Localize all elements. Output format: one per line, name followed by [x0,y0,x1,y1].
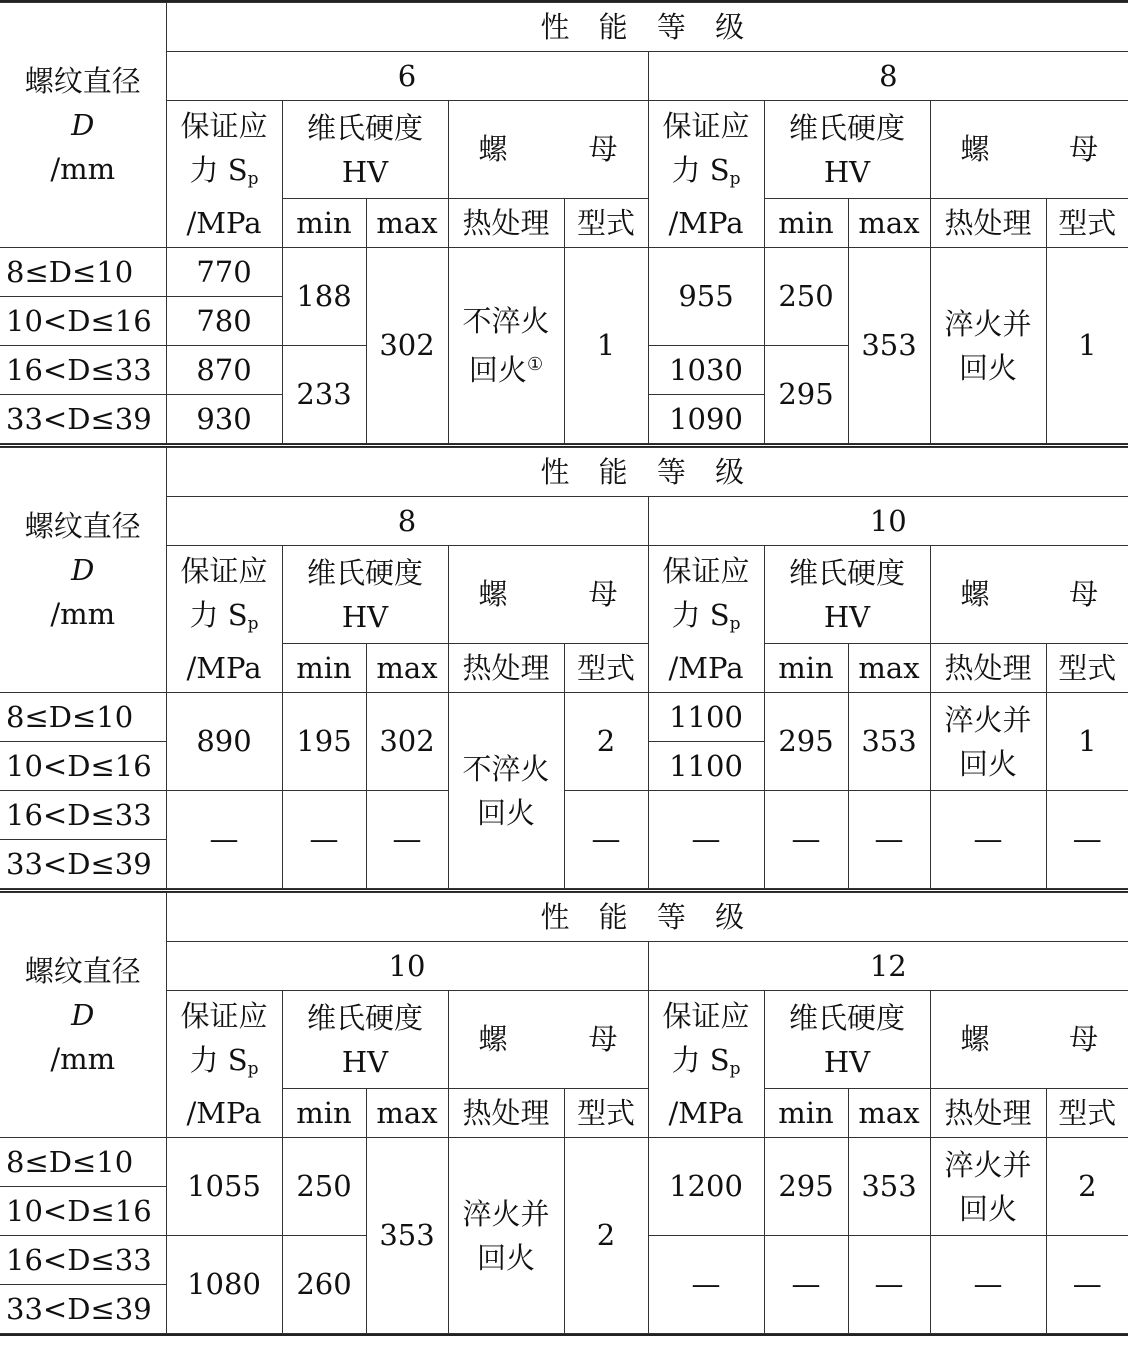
proof-stress-value: 1055 [166,1138,282,1236]
min-header: min [764,199,848,248]
row-label: 33<D≤39 [0,1285,166,1334]
hv-min-value: 295 [764,1138,848,1236]
dash-cell: — [764,791,848,889]
nut-header: 螺 母 [930,991,1128,1089]
property-table-1 [0,2,1128,444]
proof-stress-value: 1100 [648,693,764,742]
row-label: 8≤D≤10 [0,693,166,742]
nut-header: 螺 母 [448,991,648,1089]
performance-grade-header: 性 能 等 级 [166,893,1128,942]
dash-cell: — [648,1236,764,1334]
property-table-3 [0,892,1128,1334]
row-label: 8≤D≤10 [0,248,166,297]
dash-cell: — [366,791,448,889]
hardness-header: 维氏硬度 HV [764,101,930,199]
hv-min-value: 295 [764,693,848,791]
grade-label: 10 [166,942,648,991]
heat-treatment-header: 热处理 [930,1089,1046,1138]
type-value: 2 [1046,1138,1128,1236]
row-label: 16<D≤33 [0,791,166,840]
proof-stress-value: 890 [166,693,282,791]
hardness-header: 维氏硬度 HV [282,101,448,199]
max-header: max [848,199,930,248]
performance-grade-header: 性 能 等 级 [166,3,1128,52]
dash-cell: — [930,791,1046,889]
dash-cell: — [564,791,648,889]
proof-stress-value: 1030 [648,346,764,395]
hardness-header: 维氏硬度 HV [764,546,930,644]
diameter-header: 螺纹直径 D /mm [0,3,166,248]
hv-min-value: 250 [764,248,848,346]
type-header: 型式 [1046,644,1128,693]
hv-max-value: 353 [848,693,930,791]
proof-stress-header: 保证应 力 $S_p$ /MPa [166,101,282,248]
dash-cell: — [1046,791,1128,889]
heat-treatment-value: 不淬火 回火 [448,693,564,889]
type-value: 2 [564,1138,648,1334]
hv-max-value: 353 [366,1138,448,1334]
heat-treatment-value: 淬火并 回火 [448,1138,564,1334]
min-header: min [282,1089,366,1138]
max-header: max [848,644,930,693]
proof-stress-value: 780 [166,297,282,346]
min-header: min [282,199,366,248]
row-label: 33<D≤39 [0,395,166,444]
dash-cell: — [648,791,764,889]
type-value: 2 [564,693,648,791]
heat-treatment-header: 热处理 [930,644,1046,693]
proof-stress-value: 770 [166,248,282,297]
row-label: 33<D≤39 [0,840,166,889]
grade-label: 8 [648,52,1128,101]
hv-min-value: 250 [282,1138,366,1236]
hv-max-value: 302 [366,248,448,444]
type-header: 型式 [1046,1089,1128,1138]
dash-cell: — [1046,1236,1128,1334]
hv-min-value: 260 [282,1236,366,1334]
max-header: max [366,644,448,693]
table-block-1 [0,0,1128,444]
heat-treatment-value: 淬火并 回火 [930,248,1046,444]
type-header: 型式 [564,644,648,693]
hv-min-value: 195 [282,693,366,791]
proof-stress-value: 1200 [648,1138,764,1236]
nut-header: 螺 母 [930,546,1128,644]
proof-stress-value: 1090 [648,395,764,444]
hv-max-value: 353 [848,248,930,444]
heat-treatment-header: 热处理 [448,199,564,248]
type-header: 型式 [564,1089,648,1138]
min-header: min [764,644,848,693]
heat-treatment-value: 不淬火 回火① [448,248,564,444]
footnote-marker: ① [526,354,544,375]
nut-header: 螺 母 [448,546,648,644]
proof-stress-header: 保证应 力 $S_p$ /MPa [648,546,764,693]
nut-header: 螺 母 [448,101,648,199]
heat-treatment-header: 热处理 [448,644,564,693]
row-label: 10<D≤16 [0,742,166,791]
heat-treatment-value: 淬火并 回火 [930,1138,1046,1236]
max-header: max [366,199,448,248]
type-header: 型式 [1046,199,1128,248]
proof-stress-value: 1080 [166,1236,282,1334]
dash-cell: — [848,1236,930,1334]
diameter-header: 螺纹直径 D /mm [0,448,166,693]
proof-stress-value: 955 [648,248,764,346]
dash-cell: — [166,791,282,889]
row-label: 16<D≤33 [0,1236,166,1285]
hardness-header: 维氏硬度 HV [764,991,930,1089]
property-table-2 [0,447,1128,889]
table-block-2 [0,444,1128,889]
nut-header: 螺 母 [930,101,1128,199]
row-label: 16<D≤33 [0,346,166,395]
proof-stress-header: 保证应 力 $S_p$ /MPa [648,101,764,248]
hv-min-value: 233 [282,346,366,444]
proof-stress-value: 930 [166,395,282,444]
table-block-3 [0,889,1128,1336]
row-label: 8≤D≤10 [0,1138,166,1187]
type-value: 1 [564,248,648,444]
row-label: 10<D≤16 [0,297,166,346]
proof-stress-value: 870 [166,346,282,395]
grade-label: 12 [648,942,1128,991]
min-header: min [282,644,366,693]
type-value: 1 [1046,693,1128,791]
heat-treatment-value: 淬火并 回火 [930,693,1046,791]
performance-grade-header: 性 能 等 级 [166,448,1128,497]
max-header: max [848,1089,930,1138]
hv-min-value: 188 [282,248,366,346]
dash-cell: — [764,1236,848,1334]
hv-max-value: 353 [848,1138,930,1236]
heat-treatment-header: 热处理 [448,1089,564,1138]
proof-stress-header: 保证应 力 $S_p$ /MPa [648,991,764,1138]
hv-min-value: 295 [764,346,848,444]
dash-cell: — [282,791,366,889]
max-header: max [366,1089,448,1138]
dash-cell: — [930,1236,1046,1334]
diameter-header: 螺纹直径 D /mm [0,893,166,1138]
proof-stress-header: 保证应 力 $S_p$ /MPa [166,991,282,1138]
grade-label: 6 [166,52,648,101]
hv-max-value: 302 [366,693,448,791]
type-header: 型式 [564,199,648,248]
row-label: 10<D≤16 [0,1187,166,1236]
proof-stress-value: 1100 [648,742,764,791]
grade-label: 8 [166,497,648,546]
min-header: min [764,1089,848,1138]
heat-treatment-header: 热处理 [930,199,1046,248]
proof-stress-header: 保证应 力 $S_p$ /MPa [166,546,282,693]
dash-cell: — [848,791,930,889]
hardness-header: 维氏硬度 HV [282,991,448,1089]
grade-label: 10 [648,497,1128,546]
type-value: 1 [1046,248,1128,444]
hardness-header: 维氏硬度 HV [282,546,448,644]
